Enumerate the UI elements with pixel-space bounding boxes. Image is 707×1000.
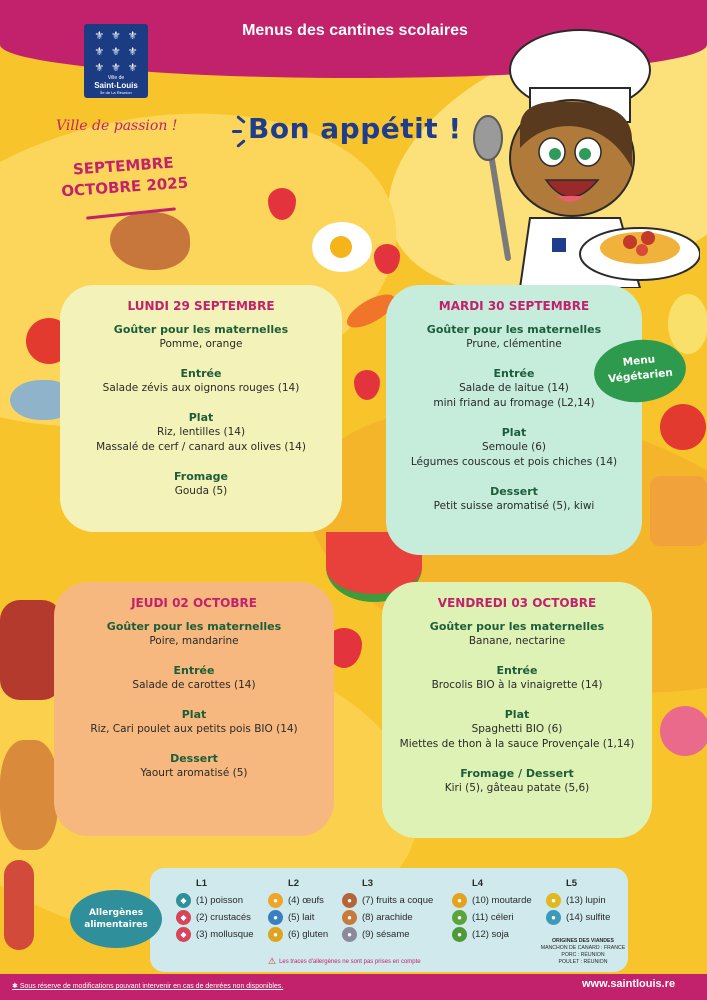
menu-item: Salade de carottes (14): [132, 679, 256, 691]
allergen-label: (4) œufs: [288, 895, 324, 906]
milk-icon: ●: [268, 910, 283, 925]
menu-item: Banane, nectarine: [468, 635, 566, 647]
lemon-decoration: [668, 294, 707, 354]
section-title: Dessert: [490, 485, 538, 498]
allergen-label: (11) céleri: [472, 912, 514, 923]
footer-disclaimer-text: Sous réserve de modifications pouvant intervenir en cas de denrées non disponibles.: [19, 983, 284, 990]
menu-section-dessert: [386, 484, 642, 514]
section-title: Plat: [501, 426, 527, 439]
allergen-item: [176, 909, 254, 926]
menu-section-snack: [386, 322, 642, 352]
city-logo: [84, 24, 148, 98]
menu-item: Riz, lentilles (14): [156, 426, 246, 438]
allergen-item: [268, 926, 328, 943]
day-title: MARDI 30 SEPTEMBRE: [438, 299, 590, 313]
section-title: Entrée: [173, 664, 215, 677]
allergen-column-l2: [268, 878, 328, 943]
logo-bottom-text: Île de La Réunion: [100, 90, 132, 95]
menu-item: Yaourt aromatisé (5): [140, 767, 248, 779]
allergen-label: (6) gluten: [288, 929, 329, 940]
menu-section-snack: [60, 322, 342, 352]
meat-origins-title: ORIGINES DES VIANDES: [552, 938, 614, 944]
sausage-decoration: [4, 860, 34, 950]
menu-section-starter: [60, 366, 342, 396]
menu-item: Kiri (5), gâteau patate (5,6): [444, 782, 590, 794]
allergen-label: (5) lait: [288, 912, 315, 923]
day-title: LUNDI 29 SEPTEMBRE: [127, 299, 275, 313]
allergen-item: [176, 892, 254, 909]
allergen-column-head: L1: [196, 878, 208, 889]
menu-item: Riz, Cari poulet aux petits pois BIO (14): [90, 723, 298, 735]
celery-icon: ●: [452, 910, 467, 925]
allergen-item: [342, 909, 433, 926]
allergen-column-head: L5: [566, 878, 578, 889]
allergen-item: [268, 892, 328, 909]
allergen-label: (13) lupin: [566, 895, 606, 906]
shrimp-icon: ◆: [176, 910, 191, 925]
menu-card-monday: [60, 285, 342, 532]
period-line2: OCTOBRE 2025: [60, 173, 189, 201]
mustard-icon: ●: [452, 893, 467, 908]
section-title: Fromage: [173, 470, 228, 483]
menu-section-main: [60, 410, 342, 455]
section-title: Goûter pour les maternelles: [106, 620, 282, 633]
allergen-label: (2) crustacés: [196, 912, 251, 923]
section-title: Goûter pour les maternelles: [429, 620, 605, 633]
burger-decoration: [0, 740, 58, 850]
menu-section-starter: [54, 663, 334, 693]
menu-section-dessert: [54, 751, 334, 781]
allergen-item: [546, 909, 610, 926]
menu-section-cheese: [60, 469, 342, 499]
wheat-icon: ●: [268, 927, 283, 942]
page-title: Menus des cantines scolaires: [242, 22, 468, 39]
allergen-label: (8) arachide: [362, 912, 413, 923]
city-slogan: Ville de passion !: [56, 118, 178, 134]
strawberry-decoration: [354, 370, 380, 400]
allergen-column-head: L2: [288, 878, 300, 889]
allergen-item: [342, 926, 433, 943]
menu-card-tuesday: [386, 285, 642, 555]
allergen-column-l4: [452, 878, 532, 943]
shell-icon: ◆: [176, 927, 191, 942]
tomato-decoration: [660, 404, 706, 450]
fleur-de-lis-emblem-icon: ⚜ ⚜ ⚜ ⚜ ⚜ ⚜ ⚜ ⚜ ⚜: [94, 29, 138, 74]
menu-item: Massalé de cerf / canard aux olives (14): [96, 441, 306, 453]
vegetarian-badge: Menu Végétarien: [591, 335, 689, 406]
section-title: Goûter pour les maternelles: [113, 323, 289, 336]
section-title: Entrée: [493, 367, 535, 380]
egg-yolk-decoration: [330, 236, 352, 258]
meat-origin-line: POULET : RÉUNION: [558, 959, 608, 965]
menu-section-main: [54, 707, 334, 737]
section-title: Plat: [188, 411, 214, 424]
allergen-label: (1) poisson: [196, 895, 243, 906]
greeting-heading: Bon appétit !: [248, 112, 462, 145]
pizza-decoration: [650, 476, 707, 546]
section-title: Goûter pour les maternelles: [426, 323, 602, 336]
menu-section-starter: [382, 663, 652, 693]
menu-card-thursday: [54, 582, 334, 836]
menu-item: Petit suisse aromatisé (5), kiwi: [433, 500, 595, 512]
warning-icon: ⚠: [268, 956, 277, 966]
logo-top-text: Ville de: [107, 75, 125, 81]
fish-icon: ◆: [176, 893, 191, 908]
allergen-column-l1: [176, 878, 254, 943]
menu-section-main: [386, 425, 642, 470]
chef-illustration: [460, 18, 700, 288]
period-line1: SEPTEMBRE: [72, 153, 175, 179]
menu-item: mini friand au fromage (L2,14): [433, 397, 595, 409]
section-title: Entrée: [180, 367, 222, 380]
allergen-label: (10) moutarde: [472, 895, 532, 906]
menu-item: Miettes de thon à la sauce Provençale (1,14): [399, 738, 635, 750]
allergen-label: (3) mollusque: [196, 929, 254, 940]
menu-item: Brocolis BIO à la vinaigrette (14): [431, 679, 603, 691]
steak-decoration: [0, 600, 62, 700]
allergen-column-head: L4: [472, 878, 484, 889]
website-link[interactable]: www.saintlouis.re: [582, 978, 676, 990]
allergen-column-l5: [546, 878, 610, 926]
meat-origin-line: MANCHON DE CANARD : FRANCE: [540, 945, 626, 951]
greeting-accent: [232, 130, 242, 133]
menu-item: Spaghetti BIO (6): [471, 723, 563, 735]
allergen-label: (9) sésame: [362, 929, 410, 940]
allergen-label: (14) sulfite: [566, 912, 611, 923]
logo-name: Saint-Louis: [94, 81, 138, 90]
allergen-label: (12) soja: [472, 929, 509, 940]
allergen-legend-label: Allergènes alimentaires: [70, 890, 162, 948]
day-title: VENDREDI 03 OCTOBRE: [437, 596, 597, 610]
allergen-item: [452, 926, 532, 943]
menu-item: Gouda (5): [174, 485, 228, 497]
asterisk-icon: ✱: [12, 983, 20, 990]
allergen-item: [342, 892, 433, 909]
peanut-icon: ●: [342, 910, 357, 925]
meat-origins: [528, 938, 638, 966]
section-title: Plat: [504, 708, 530, 721]
section-title: Dessert: [170, 752, 218, 765]
section-title: Fromage / Dessert: [460, 767, 574, 780]
lupin-icon: ●: [546, 893, 561, 908]
chicken-leg-decoration: [110, 212, 190, 270]
meat-origin-line: PORC : RÉUNION: [561, 952, 605, 958]
nut-icon: ●: [342, 893, 357, 908]
allergen-item: [176, 926, 254, 943]
menu-item: Salade de laitue (14): [459, 382, 569, 394]
allergen-item: [452, 892, 532, 909]
section-title: Plat: [181, 708, 207, 721]
allergen-warning: [268, 956, 421, 967]
allergen-label: (7) fruits a coque: [362, 895, 434, 906]
menu-item: Prune, clémentine: [466, 338, 562, 350]
footer-disclaimer: [12, 982, 283, 990]
menu-item: Légumes couscous et pois chiches (14): [410, 456, 618, 468]
soy-icon: ●: [452, 927, 467, 942]
donut-decoration: [660, 706, 707, 756]
menu-section-snack: [54, 619, 334, 649]
menu-section-snack: [382, 619, 652, 649]
menu-item: Semoule (6): [481, 441, 547, 453]
menu-item: Poire, mandarine: [149, 635, 239, 647]
menu-section-main: [382, 707, 652, 752]
allergen-item: [452, 909, 532, 926]
strawberry-decoration: [374, 244, 400, 274]
section-title: Entrée: [496, 664, 538, 677]
sulfite-icon: ●: [546, 910, 561, 925]
sesame-icon: ●: [342, 927, 357, 942]
menu-section-cheese-dessert: [382, 766, 652, 796]
egg-icon: ●: [268, 893, 283, 908]
menu-card-friday: [382, 582, 652, 838]
allergen-warning-text: Les traces d'allergènes ne sont pas prises en compte: [279, 958, 421, 965]
allergen-column-head: L3: [362, 878, 374, 889]
allergen-item: [268, 909, 328, 926]
allergen-item: [546, 892, 610, 909]
allergen-column-l3: [342, 878, 433, 943]
menu-item: Salade zévis aux oignons rouges (14): [102, 382, 300, 394]
day-title: JEUDI 02 OCTOBRE: [131, 596, 257, 610]
menu-item: Pomme, orange: [159, 338, 243, 350]
